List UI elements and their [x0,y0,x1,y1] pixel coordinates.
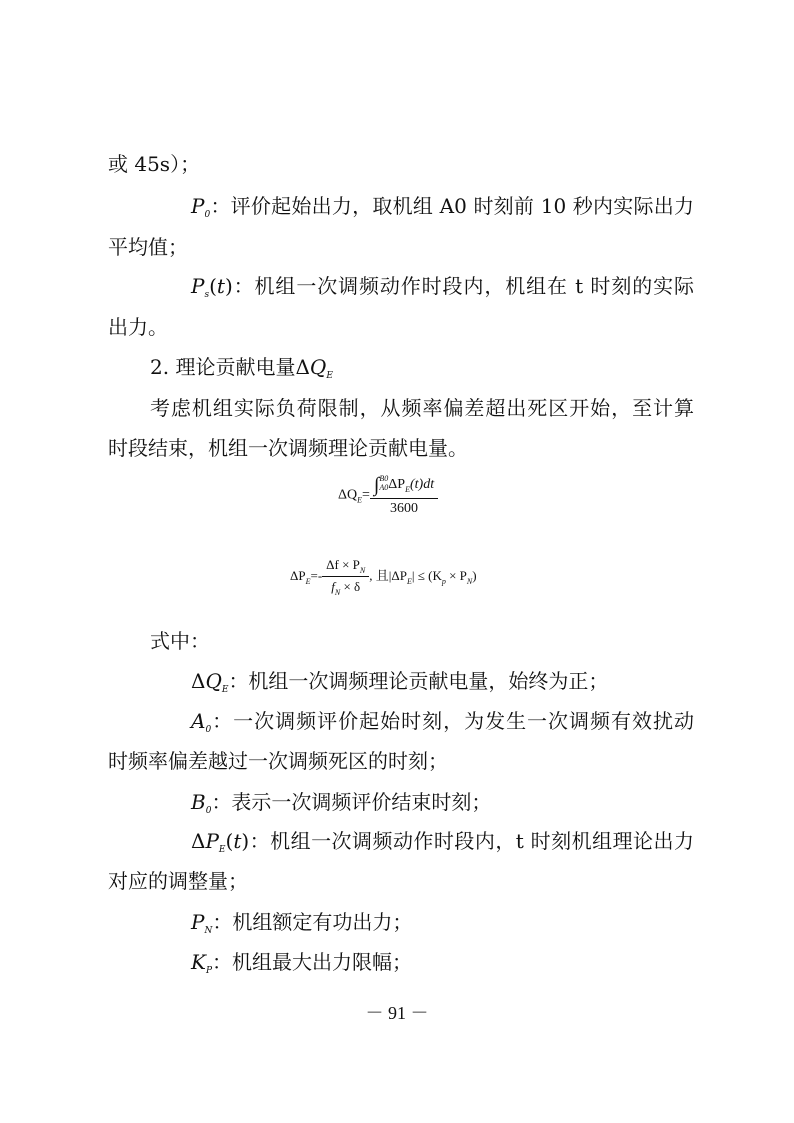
text-line: 对应的调整量； [108,869,248,893]
text-line: 考虑机组实际负荷限制，从频率偏差超出死区开始，至计算 [150,396,694,420]
definition-b0: $B_0$：表示一次调频评价结束时刻； [191,790,492,816]
definition-p0: $P_0$：评价起始出力，取机组 A0 时刻前 10 秒内实际出力 [191,194,694,220]
definition-delta-pe: $\Delta P_E(t)$：机组一次调频动作时段内，t 时刻机组理论出力 [191,829,694,855]
formula-delta-pe: $\Delta P_E=-$ $\frac{\Delta f \times P_N}{f_N \times \delta}$ , 且$|\Delta P_E| \le (K_p \times P_N)$ [290,557,477,597]
definition-kp: $K_P$：机组最大出力限幅； [191,950,413,976]
text-line: 出力。 [108,315,168,339]
text-line: 时频率偏差越过一次调频死区的时刻； [108,749,448,773]
definition-ps: $P_s(t)$：机组一次调频动作时段内，机组在 t 时刻的实际 [191,274,694,300]
text-line: 或 45s）； [108,152,201,176]
text-line: 式中： [150,629,210,653]
page-number: － 91 － [365,1003,429,1023]
section-heading: 2. 理论贡献电量$\Delta Q_E$ [150,355,333,381]
definition-pn: $P_N$：机组额定有功出力； [191,910,413,936]
text-line: 平均值； [108,235,188,259]
text-line: 时段结束，机组一次调频理论贡献电量。 [108,436,468,460]
definition-a0: $A_0$：一次调频评价起始时刻，为发生一次调频有效扰动 [191,709,694,735]
formula-delta-qe: $\Delta Q_E=$ ∫ B0 A0 $\Delta P_E(t)dt$ 3600 [338,474,438,517]
definition-delta-qe: $\Delta Q_E$：机组一次调频理论贡献电量，始终为正； [191,669,609,695]
